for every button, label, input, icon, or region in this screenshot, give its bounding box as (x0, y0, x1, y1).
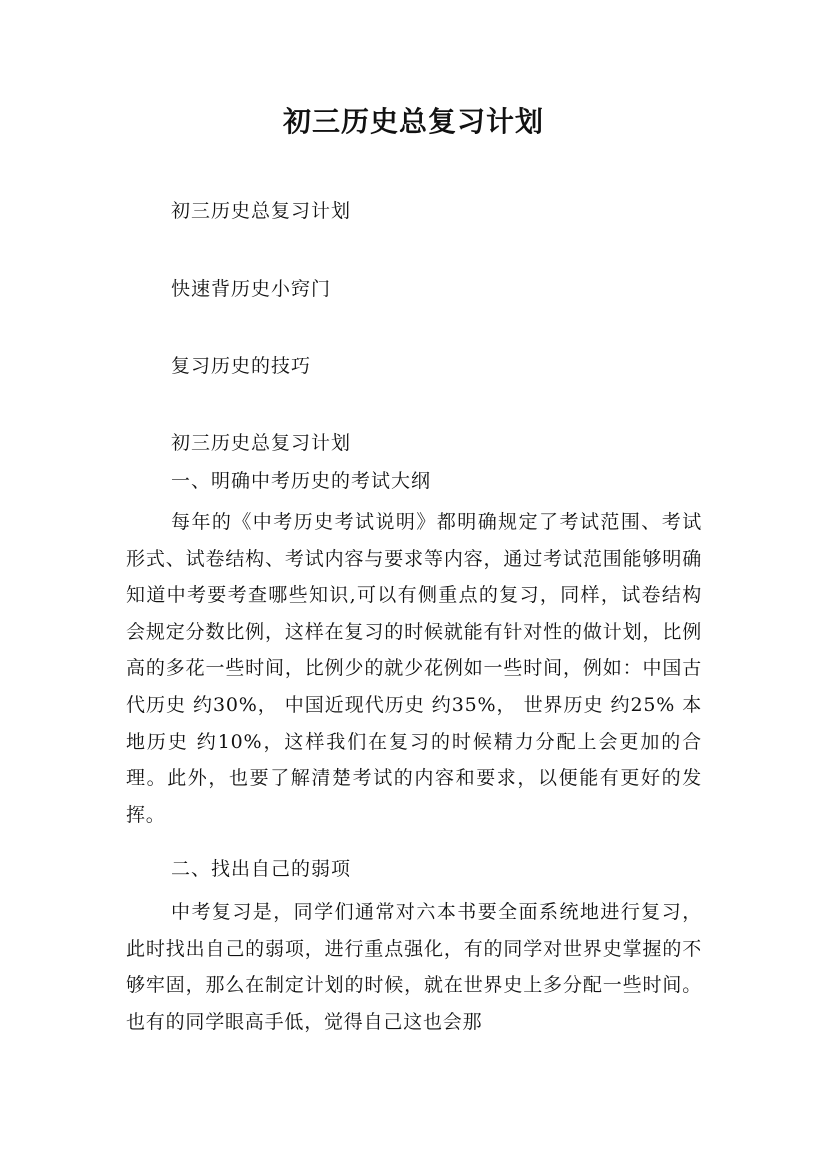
section-title: 初三历史总复习计划 (171, 432, 352, 454)
intro-line-tips: 快速背历史小窍门 (171, 278, 332, 300)
document-title: 初三历史总复习计划 (282, 105, 544, 138)
section-heading-1: 一、明确中考历史的考试大纲 (171, 470, 432, 492)
body-paragraph-1: 每年的《中考历史考试说明》都明确规定了考试范围、考试形式、试卷结构、考试内容与要求等内容，通过考试范围能够明确知道中考要考查哪些知识,可以有侧重点的复习，同样，试卷结构会规定分数比例，这样在复习的时候就能有针对性的做计划，比例高的多花一些时间，比例少的就少花例如一些时间，例如：中国古代历史 约30%， 中国近现代历史 约35%， 世界历史 约25% 本地历史 约10%，这样我们在复习的时候精力分配上会更加的合理。此外，也要了解清楚考试的内容和要求，以便能有更好的发挥。 (126, 511, 702, 826)
intro-line-plan: 初三历史总复习计划 (171, 200, 352, 222)
intro-line-skills: 复习历史的技巧 (171, 355, 312, 377)
body-paragraph-2: 中考复习是，同学们通常对六本书要全面系统地进行复习，此时找出自己的弱项，进行重点强化，有的同学对世界史掌握的不够牢固，那么在制定计划的时候，就在世界史上多分配一些时间。也有的同学眼高手低，觉得自己这也会那 (126, 901, 702, 1033)
section-heading-2: 二、找出自己的弱项 (171, 858, 352, 880)
